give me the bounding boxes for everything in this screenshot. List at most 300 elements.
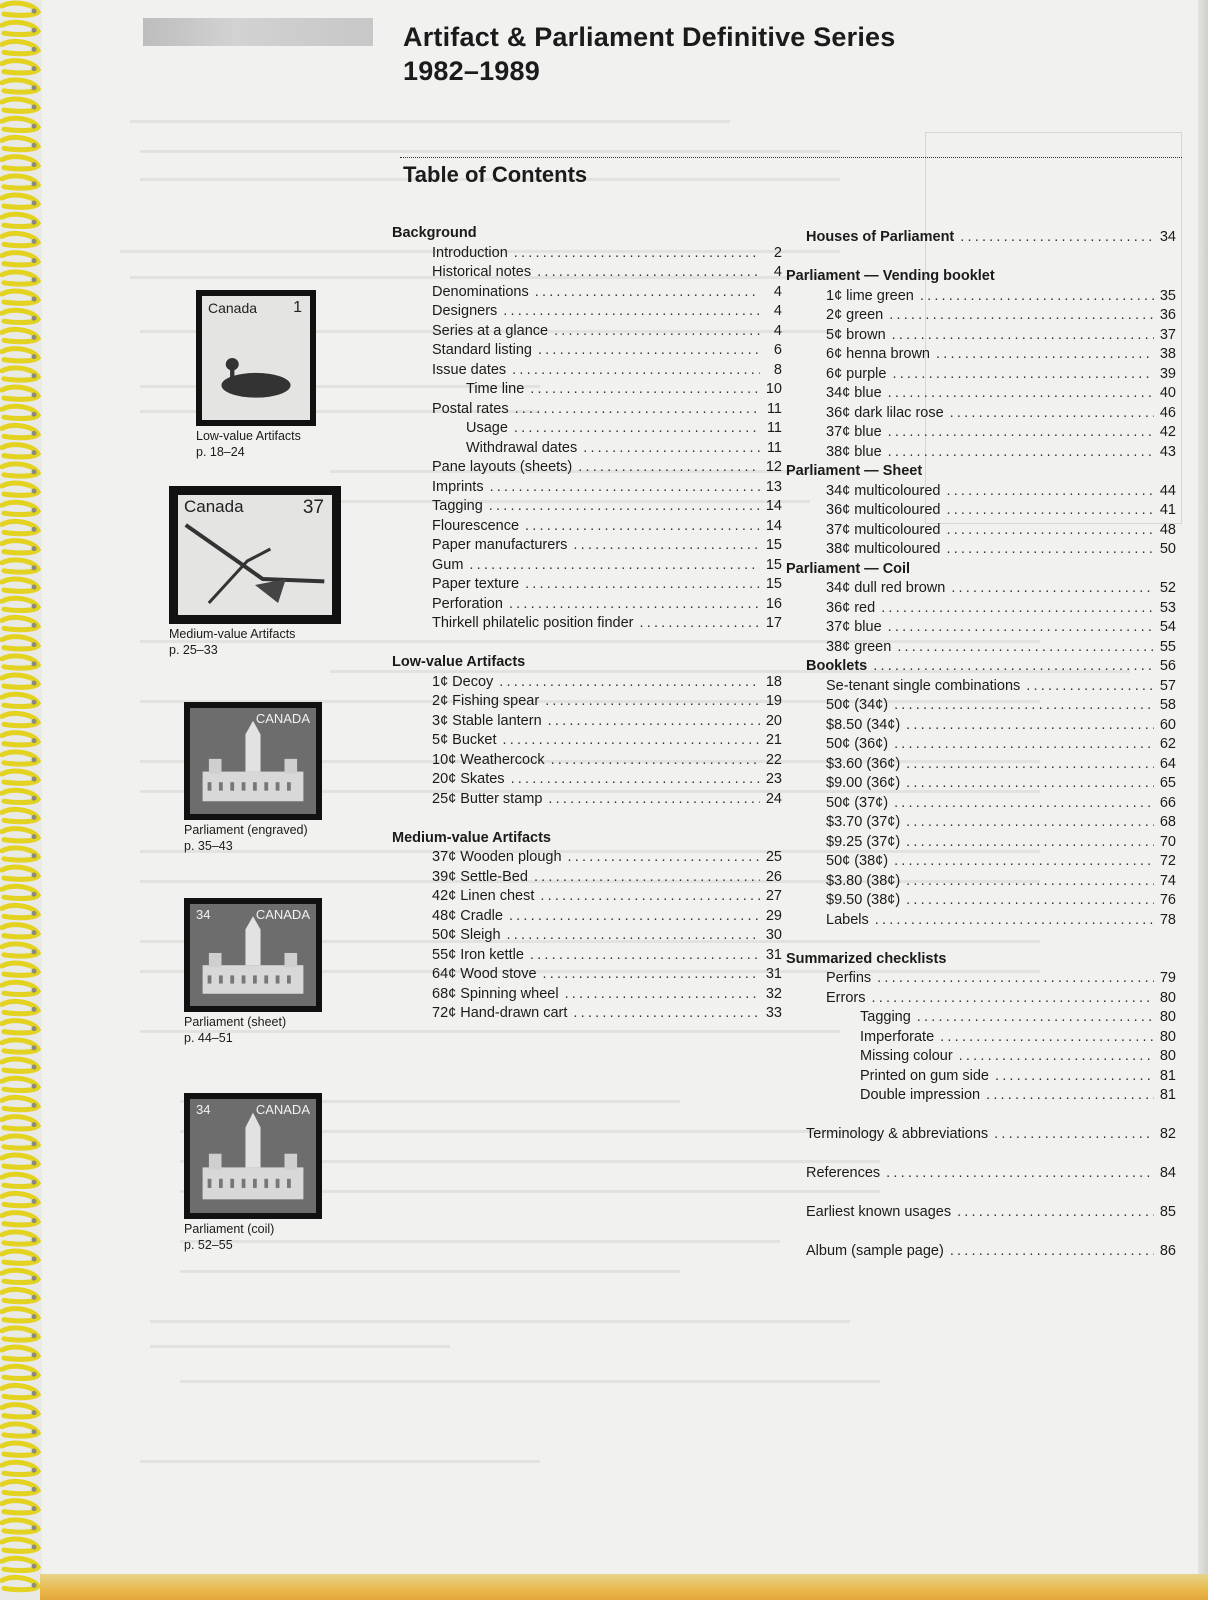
east-turret [285,1154,298,1170]
toc-entry-page: 13 [765,478,782,495]
toc-leader-dots [543,965,760,985]
toc-entry-page: 17 [765,615,782,631]
plough-share [255,579,286,603]
toc-entry-page: 84 [1159,1165,1176,1181]
toc-entry-page: 78 [1159,911,1176,928]
toc-leader-dots [535,283,760,303]
binding-hole [32,201,37,206]
toc-leader-dots [514,244,760,264]
toc-section-heading: Parliament — Coil [786,560,911,577]
toc-entry [806,638,1176,658]
stamp-caption [196,428,301,460]
toc-leader-dots [511,770,760,790]
toc-leader-dots [888,443,1154,463]
binding-hole [32,796,37,801]
toc-entry [412,497,782,517]
binding-hole [32,66,37,71]
toc-entry-label: Perfins [826,970,872,986]
stamp-caption [184,822,308,854]
toc-entry [806,1086,1176,1106]
toc-entry [806,618,1176,638]
building-window [242,782,246,790]
toc-entry [412,887,782,907]
toc-entry [412,478,782,498]
toc-entry-label: Tagging [860,1009,911,1025]
toc-entry-page: 70 [1159,833,1176,850]
toc-entry-label: Houses of Parliament [806,229,955,245]
building-window [264,975,268,983]
toc-entry-label: 5¢ Bucket [432,732,497,748]
stamp-face [202,296,310,420]
building-window [230,1179,234,1188]
east-turret [285,759,298,774]
toc-leader-dots [509,595,760,615]
binding-hole [32,969,37,974]
toc-entry-page: 31 [765,966,782,982]
toc-entry-page: 46 [1159,404,1176,421]
toc-entry-label: $3.80 (38¢) [826,872,901,889]
binding-hole [32,853,37,858]
toc-entry-label: Paper texture [432,576,520,592]
toc-leader-dots [583,439,760,459]
toc-entry-label: Earliest known usages [806,1204,952,1220]
toc-entry-page: 15 [765,556,782,573]
binding-hole [32,546,37,551]
toc-entry-label: Time line [466,381,525,397]
toc-entry-label: Pane layouts (sheets) [432,459,573,475]
toc-entry [412,985,782,1005]
stamp-country: CANADA [255,1102,310,1117]
toc-entry [806,404,1176,424]
page-title-line-2: 1982–1989 [403,56,540,86]
binding-hole [32,1045,37,1050]
toc-entry-label: $3.70 (37¢) [826,814,901,830]
toc-entry-label: Terminology & abbreviations [806,1126,989,1142]
toc-entry [806,872,1176,892]
binding-hole [32,1122,37,1127]
binding-hole [32,393,37,398]
building-window [242,975,246,983]
toc-entry [412,458,782,478]
toc-entry-page: 6 [773,342,782,358]
toc-leader-dots [640,614,761,634]
toc-leader-dots [950,404,1154,424]
toc-leader-dots [906,891,1154,911]
toc-entry-page: 62 [1159,736,1176,752]
toc-leader-dots [540,887,760,907]
toc-entry-page: 74 [1159,872,1176,889]
toc-entry-page: 52 [1159,580,1176,596]
bleed-through-line [150,1345,450,1348]
toc-entry-page: 48 [1159,521,1176,538]
toc-leader-dots [994,1125,1154,1145]
stamp-caption-title: Medium-value Artifacts [169,627,296,641]
binding-hole [32,565,37,570]
toc-entry-label: 38¢ blue [826,443,882,460]
binding-hole [32,1449,37,1454]
toc-entry [806,599,1176,619]
building-window [276,782,280,790]
peace-tower [245,735,260,772]
binding-hole [32,1257,37,1262]
toc-leader-dots [957,1203,1154,1223]
toc-entry-page: 11 [766,439,782,456]
toc-entry [412,575,782,595]
toc-entry [806,852,1176,872]
binding-hole [32,1026,37,1031]
stamp-caption-pages: p. 52–55 [184,1238,233,1252]
binding-hole [32,661,37,666]
toc-entry-label: Missing colour [860,1048,953,1064]
peace-tower [245,1128,260,1168]
toc-entry [806,1164,1176,1184]
toc-entry-label: $9.00 (36¢) [826,775,901,791]
toc-entry-page: 58 [1159,697,1176,713]
building-window [287,1179,291,1188]
toc-entry [412,361,782,381]
toc-leader-dots [940,1028,1154,1048]
stamp-caption-pages: p. 18–24 [196,445,245,459]
toc-entry-label: 25¢ Butter stamp [432,790,543,807]
binding-hole [32,28,37,33]
toc-entry-page: 15 [765,537,782,553]
toc-entry [806,677,1176,697]
toc-leader-dots [568,848,760,868]
binding-hole [32,47,37,52]
toc-entry-label: Perforation [432,595,503,612]
toc-entry-page: 54 [1159,619,1176,635]
binding-hole [32,1545,37,1550]
peace-tower [245,930,260,966]
toc-entry-page: 80 [1159,989,1176,1006]
toc-leader-dots [469,556,760,576]
page-title [403,20,895,88]
toc-entry [412,712,782,732]
building-window [253,1179,257,1188]
toc-spacer [412,809,782,829]
toc-leader-dots [917,1008,1154,1028]
toc-entry [806,423,1176,443]
toc-entry-label: Standard listing [432,342,532,358]
toc-entry-label: Denominations [432,283,529,300]
toc-entry [806,774,1176,794]
toc-entry [412,770,782,790]
stamp-caption [169,626,295,658]
toc-entry-label: Series at a glance [432,322,549,339]
bleed-through-line [140,150,840,153]
toc-entry-page: 4 [773,322,782,339]
toc-entry-label: Errors [826,989,866,1006]
binding-hole [32,1084,37,1089]
toc-entry-page: 41 [1159,502,1176,518]
toc-entry-page: 39 [1159,365,1176,382]
toc-entry-page: 24 [765,790,782,807]
stamp-country: CANADA [255,711,310,726]
stamp-image [184,1093,322,1219]
toc-entry-label: 6¢ henna brown [826,346,930,362]
toc-entry [806,989,1176,1009]
building-window [230,975,234,983]
toc-leader-dots [578,458,760,478]
toc-spacer [806,1145,1176,1165]
binding-hole [32,1391,37,1396]
toc-entry [412,400,782,420]
toc-entry-page: 33 [765,1005,782,1021]
toc-entry-page: 31 [765,946,782,963]
toc-entry-label: 10¢ Weathercock [432,751,545,768]
toc-entry-label: Printed on gum side [860,1067,989,1084]
binding-hole [32,1314,37,1319]
toc-entry [806,287,1176,307]
toc-entry-page: 15 [765,576,782,592]
binding-hole [32,1103,37,1108]
building-window [264,782,268,790]
toc-entry-page: 22 [765,751,782,768]
binding-hole [32,124,37,129]
binding-hole [32,1525,37,1530]
toc-right-column [786,228,1176,1262]
binding-hole [32,1333,37,1338]
toc-left-column [392,224,782,1024]
toc-section-heading: Medium-value Artifacts [392,829,551,846]
toc-entry-label: Thirkell philatelic position finder [432,615,634,631]
building-window [264,1179,268,1188]
stamp-image [184,898,322,1012]
toc-entry [412,907,782,927]
toc-entry [412,731,782,751]
toc-entry-label: 68¢ Spinning wheel [432,985,559,1002]
stamp-denomination: 34 [196,1102,211,1117]
toc-entry [806,1125,1176,1145]
binding-hole [32,508,37,513]
toc-entry-page: 4 [773,283,782,300]
plough-beam [186,525,325,581]
toc-entry-label: 37¢ Wooden plough [432,849,562,865]
toc-leader-dots [530,946,760,966]
binding-hole [32,297,37,302]
toc-entry-label: References [806,1165,881,1181]
binding-hole [32,1161,37,1166]
toc-entry [806,969,1176,989]
bleed-through-line [180,1270,680,1273]
toc-leader-dots [525,517,760,537]
stamp-denomination: 37 [302,497,324,518]
toc-entry-page: 23 [765,771,782,787]
binding-hole [32,930,37,935]
toc-entry-page: 65 [1159,775,1176,791]
toc-entry-label: 6¢ purple [826,365,887,382]
binding-hole [32,1199,37,1204]
toc-entry-label: Designers [432,303,498,319]
toc-entry-page: 76 [1159,892,1176,908]
toc-entry-label: $9.25 (37¢) [826,833,901,850]
stamp-image [184,702,322,820]
toc-entry-page: 72 [1159,853,1176,869]
toc-leader-dots [946,482,1154,502]
toc-entry-label: 50¢ (36¢) [826,736,889,752]
toc-entry-page: 82 [1159,1126,1176,1142]
binding-hole [32,623,37,628]
stamp-caption [184,1221,274,1253]
toc-entry [806,1047,1176,1067]
building-window [219,975,223,983]
binding-hole [32,412,37,417]
toc-section-heading: Background [392,225,477,241]
east-turret [285,953,298,967]
toc-entry-label: Paper manufacturers [432,537,568,553]
binding-hole [32,1564,37,1569]
toc-leader-dots [986,1086,1154,1106]
toc-entry [806,755,1176,775]
toc-entry-label: 36¢ multicoloured [826,502,941,518]
binding-hole [32,1506,37,1511]
building-window [276,1179,280,1188]
toc-entry-label: 38¢ green [826,638,892,655]
toc-dotted-rule [400,157,1182,158]
toc-entry-label: 50¢ (37¢) [826,794,889,811]
toc-leader-dots [881,599,1154,619]
toc-entry-page: 42 [1159,424,1176,440]
binding-hole [32,681,37,686]
toc-leader-dots [573,1004,760,1024]
page-title-line-1: Artifact & Parliament Definitive Series [403,22,896,52]
toc-entry [412,848,782,868]
binding-hole [32,1468,37,1473]
binding-hole [32,1180,37,1185]
toc-leader-dots [507,926,760,946]
toc-leader-dots [894,696,1154,716]
toc-entry-label: Issue dates [432,361,507,378]
toc-entry-page: 34 [1159,229,1176,245]
stamp-denomination: 34 [196,907,211,922]
toc-leader-dots [888,384,1154,404]
toc-leader-dots [525,575,760,595]
toc-entry-label: 34¢ multicoloured [826,482,941,499]
toc-entry-page: 81 [1159,1087,1176,1103]
toc-entry-label: 36¢ red [826,599,876,616]
toc-entry-label: 50¢ (38¢) [826,853,889,869]
toc-entry-page: 37 [1159,326,1176,343]
toc-entry [806,1028,1176,1048]
toc-entry [412,965,782,985]
toc-leader-dots [946,501,1154,521]
toc-entry-label: $9.50 (38¢) [826,892,901,908]
toc-entry [806,326,1176,346]
toc-entry-label: 5¢ brown [826,326,886,343]
binding-hole [32,450,37,455]
spiral-binding [0,0,42,1600]
toc-entry [806,794,1176,814]
toc-leader-dots [894,794,1154,814]
toc-entry [412,536,782,556]
toc-entry [806,1067,1176,1087]
binding-hole [32,181,37,186]
toc-entry [806,306,1176,326]
toc-leader-dots [871,989,1154,1009]
toc-entry [412,926,782,946]
binding-hole [32,1353,37,1358]
binding-hole [32,277,37,282]
binding-hole [32,1141,37,1146]
toc-heading: Table of Contents [403,162,588,187]
binding-hole [32,1065,37,1070]
toc-entry-page: 36 [1159,307,1176,323]
toc-entry-page: 14 [765,517,782,534]
toc-entry-page: 25 [765,849,782,865]
stamp-caption-pages: p. 35–43 [184,839,233,853]
toc-entry [806,911,1176,931]
bleed-through-line [150,1320,850,1323]
toc-leader-dots [894,735,1154,755]
building-window [287,782,291,790]
building-window [208,1179,212,1188]
stamp-caption-pages: p. 44–51 [184,1031,233,1045]
toc-entry [806,521,1176,541]
toc-entry-page: 35 [1159,287,1176,304]
binding-hole [32,911,37,916]
stamp-caption-pages: p. 25–33 [169,643,218,657]
binding-hole [32,335,37,340]
stamp-country: CANADA [255,907,310,922]
binding-hole [32,1372,37,1377]
binding-hole [32,1429,37,1434]
toc-leader-dots [906,813,1154,833]
toc-entry-page: 14 [765,498,782,514]
binding-hole [32,757,37,762]
binding-hole [32,1007,37,1012]
toc-entry-page: 43 [1159,443,1176,460]
toc-entry-label: 50¢ (34¢) [826,697,889,713]
toc-entry [806,1242,1176,1262]
building-window [208,975,212,983]
toc-leader-dots [514,419,760,439]
binding-hole [32,9,37,14]
toc-leader-dots [530,380,760,400]
toc-entry-page: 29 [765,907,782,924]
stamp-face [190,708,316,814]
toc-leader-dots [548,712,760,732]
toc-entry [412,380,782,400]
toc-section-heading: Parliament — Vending booklet [786,268,995,284]
toc-entry [412,263,782,283]
toc-section-heading: Low-value Artifacts [392,654,526,670]
stamp-caption-title: Low-value Artifacts [196,429,301,443]
west-turret [209,953,222,967]
toc-entry [412,946,782,966]
stamp-caption-title: Parliament (coil) [184,1222,275,1236]
toc-leader-dots [503,731,761,751]
toc-entry-label: Imprints [432,478,484,495]
header-gray-strip [143,18,373,46]
toc-leader-dots [509,907,760,927]
toc-leader-dots [950,1242,1154,1262]
toc-leader-dots [892,365,1154,385]
toc-entry-page: 18 [765,673,782,690]
toc-entry-label: 72¢ Hand-drawn cart [432,1005,568,1021]
toc-section-heading-entry [806,657,1176,677]
toc-leader-dots [548,790,760,810]
toc-entry-label: Double impression [860,1087,981,1103]
toc-entry-page: 56 [1159,658,1176,674]
binding-hole [32,834,37,839]
toc-entry-label: 20¢ Skates [432,771,505,787]
toc-leader-dots [888,618,1154,638]
toc-entry-page: 53 [1159,599,1176,616]
toc-entry-label: Album (sample page) [806,1243,944,1259]
toc-leader-dots [892,326,1154,346]
decoy-neck [230,367,234,382]
toc-entry-page: 86 [1159,1243,1176,1259]
